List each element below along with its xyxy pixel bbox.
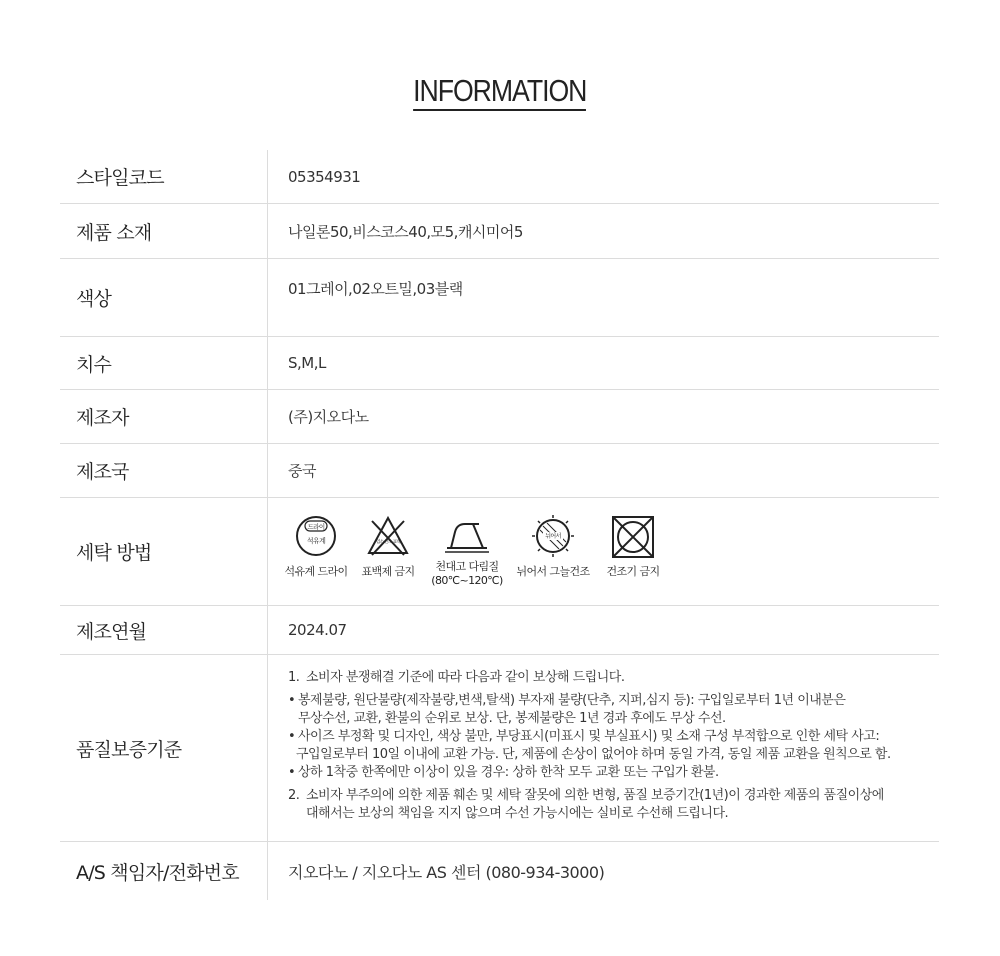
- no-bleach-icon: [366, 514, 410, 558]
- country-value: 중국: [288, 462, 316, 480]
- date-value: 2024.07: [288, 621, 347, 639]
- iron-temperature: (80℃~120℃): [431, 574, 503, 587]
- info-table: [60, 150, 939, 900]
- column-divider: [267, 842, 268, 900]
- quality-label: 품질보증기준: [76, 738, 182, 761]
- row-quality: [60, 655, 939, 842]
- svg-text:뉘어서: 뉘어서: [545, 533, 561, 540]
- size-value: S,M,L: [288, 354, 326, 372]
- care-no-bleach: [356, 514, 420, 579]
- country-label: 제조국: [76, 461, 129, 483]
- no-bleach-caption: 표백제 금지: [361, 565, 415, 578]
- svg-text:드라이: 드라이: [307, 523, 325, 531]
- column-divider: [267, 337, 268, 389]
- svg-text:석유계: 석유계: [306, 537, 326, 545]
- row-size: [60, 337, 939, 390]
- maker-value: (주)지오다노: [288, 408, 369, 426]
- quality-text: [288, 669, 939, 823]
- wash-label: 세탁 방법: [76, 542, 152, 564]
- row-wash: [60, 498, 939, 606]
- row-material: [60, 204, 939, 259]
- as-value: 지오다노 / 지오다노 AS 센터 (080-934-3000): [288, 862, 605, 882]
- quality-item-2: 2. 소비자 부주의에 의한 제품 훼손 및 세탁 잘못에 의한 변형, 품질 보증기간(1년)이 경과한 제품의 품질이상에 대해서는 보상의 책임을 지지 않으며 수선 가능시에는 실비로 수선해 드립니다.: [288, 788, 884, 821]
- row-date: [60, 606, 939, 655]
- column-divider: [267, 606, 268, 654]
- column-divider: [267, 444, 268, 497]
- material-value: 나일론50,비스코스40,모5,캐시미어5: [288, 222, 523, 241]
- column-divider: [267, 390, 268, 443]
- care-dry-clean: [280, 514, 352, 579]
- column-divider: [267, 259, 268, 336]
- row-style-code: [60, 150, 939, 204]
- no-tumble-dry-icon: [610, 514, 656, 560]
- date-label: 제조연월: [76, 620, 147, 643]
- color-label: 색상: [76, 288, 112, 310]
- page-title-wrap: [0, 74, 1000, 114]
- iron-low-with-cloth-icon: [443, 514, 491, 554]
- svg-text:염소·산소 표백: 염소·산소 표백: [375, 540, 401, 545]
- size-label: 치수: [76, 353, 112, 376]
- dry-clean-petroleum-icon: [294, 514, 338, 558]
- quality-bullet-1: • 봉제불량, 원단불량(제작불량,변색,탈색) 부자재 불량(단추, 지퍼,심지 등): 구입일로부터 1년 이내분은 무상수선, 교환, 환불의 순위로 보상. 단, 봉제불량은 1년 경과 후에도 무상 수선.: [288, 693, 846, 726]
- care-shade-dry: [512, 514, 594, 579]
- as-label: A/S 책임자/전화번호: [76, 861, 239, 884]
- column-divider: [267, 655, 268, 841]
- row-color: [60, 259, 939, 337]
- iron-caption: 천대고 다림질: [435, 560, 499, 573]
- style-code-label: 스타일코드: [76, 167, 164, 189]
- row-country: [60, 444, 939, 498]
- care-no-tumble: [602, 514, 664, 579]
- quality-bullet-2: • 사이즈 부정확 및 디자인, 색상 불만, 부당표시(미표시 및 부실표시) 및 소재 구성 부적합으로 인한 세탁 사고: 구입일로부터 10일 이내에 교환 가능. 단, 제품에 손상이 없어야 하며 동일 가격, 동일 제품 교환을 원칙으로 함.: [288, 729, 891, 762]
- shade-dry-flat-icon: [531, 514, 575, 558]
- quality-bullet-3: • 상하 1착중 한쪽에만 이상이 있을 경우: 상하 한착 모두 교환 또는 구입가 환불.: [288, 765, 719, 780]
- column-divider: [267, 204, 268, 258]
- color-value: 01그레이,02오트밀,03블랙: [288, 280, 463, 298]
- column-divider: [267, 498, 268, 605]
- quality-item-1: 1. 소비자 분쟁해결 기준에 따라 다음과 같이 보상해 드립니다.: [288, 670, 625, 685]
- shade-dry-caption: 뉘어서 그늘건조: [516, 565, 590, 578]
- no-tumble-caption: 건조기 금지: [606, 565, 660, 578]
- page-title: INFORMATION: [413, 74, 586, 111]
- row-as: [60, 842, 939, 900]
- column-divider: [267, 150, 268, 203]
- care-iron: [426, 514, 508, 588]
- dry-clean-caption: 석유계 드라이: [284, 565, 348, 578]
- material-label: 제품 소재: [76, 221, 152, 244]
- row-maker: [60, 390, 939, 444]
- maker-label: 제조자: [76, 407, 129, 429]
- style-code-value: 05354931: [288, 167, 361, 186]
